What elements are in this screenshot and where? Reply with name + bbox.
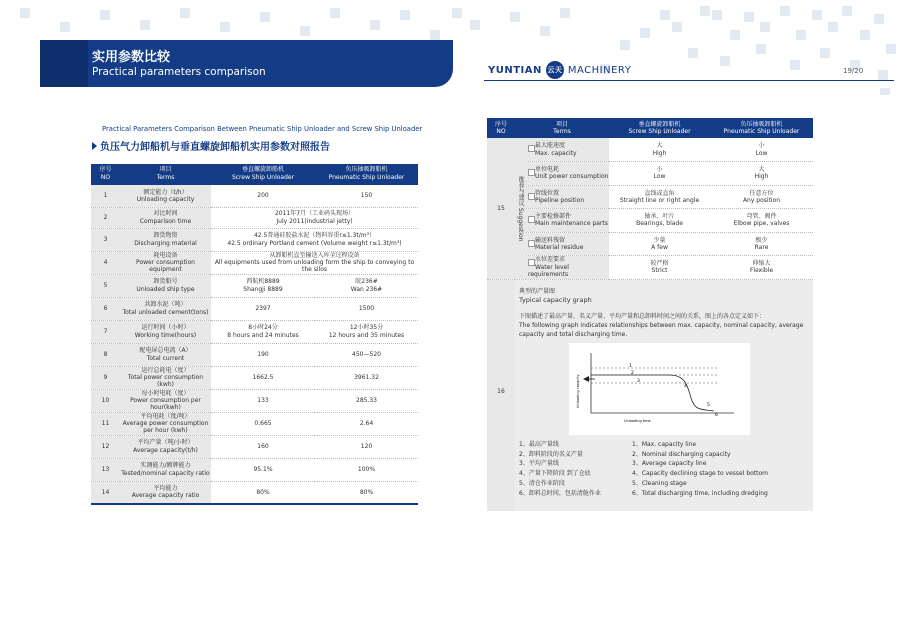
table-row [91,228,418,251]
svg-text:3: 3 [637,379,640,384]
checkbox-icon [528,193,535,200]
legend-en [632,440,768,498]
svg-text:6: 6 [715,413,718,418]
col-screw: 垂直螺旋卸船机 Screw Ship Unloader [609,118,710,138]
table-row [91,389,418,412]
row-term: 运行总耗电（度） Total power consumption (kwh) [120,366,211,389]
row-pneu-value: 80% [315,481,418,504]
svg-text:1: 1 [629,364,632,369]
row-no: 4 [91,251,120,274]
graph-heading-en: Typical capacity graph [519,296,592,304]
row-merged-value: 从卸船机直至输送入库全过程设备 All equipments used from unloading form the ship to conveying to the silos [211,251,418,274]
table-row [91,207,418,228]
page-title-en: Practical parameters comparison [92,66,266,78]
row-no: 7 [91,320,120,343]
comparison-table [91,164,418,505]
table-row [487,256,813,280]
row-term: 平均电耗（度/吨） Average power consumption per hour (kwh) [120,412,211,435]
row-term: 实测能力/额牌能力 Tested/nominal capacity ratio [120,458,211,481]
row-pneu-value: 285.33 [315,389,418,412]
row-term: 运行时间（小时） Working time(hours) [120,320,211,343]
capacity-graph [569,343,750,435]
row-term: 卸货船号 Unloaded ship type [120,274,211,297]
row-screw-value: 160 [211,435,315,458]
row-no: 9 [91,366,120,389]
legend-item: 5、Cleaning stage [632,479,687,487]
section-16-number: 16 [487,280,515,511]
row-term: 配电屏总电流（A） Total current [120,343,211,366]
legend-item: 1、最高产量线 [519,441,559,448]
row-screw-value: 200 [211,184,315,207]
brand-suffix: MACHINERY [567,65,632,76]
section-15-number: 15 [487,138,515,279]
subtitle-cn: 负压气力卸船机与垂直螺旋卸船机实用参数对照报告 [92,138,330,153]
table-row [91,251,418,274]
table-row [91,412,418,435]
row-pneu-value: 1500 [315,297,418,320]
row-pneu-value: 150 [315,184,418,207]
legend-item: 1、Max. capacity line [632,441,697,448]
row-pneu-value: 12小时35分 12 hours and 35 minutes [315,320,418,343]
svg-text:2: 2 [631,371,634,376]
row-term: 共卸水泥（吨） Total unloaded cement(tons) [120,297,211,320]
row-screw-value: 1662.5 [211,366,315,389]
table-row [487,138,813,162]
row-pneu-value: 大 High [710,162,813,186]
page-number: 19/20 [843,67,864,75]
row-pneu-value: 450—520 [315,343,418,366]
row-no: 8 [91,343,120,366]
brand [488,61,631,79]
legend-item: 6、Total discharging time, including dredging [632,489,768,497]
brand-logo-icon: 云天 [546,61,564,79]
col-terms: 项目 Terms [120,164,211,184]
row-term: 对比时间 Comparison time [120,207,211,228]
row-pneu-value: 120 [315,435,418,458]
table-row [487,232,813,256]
row-no: 5 [91,274,120,297]
table-row [487,185,813,209]
row-screw-value: 轴承、叶片 Bearings, blade [609,209,710,233]
row-pneu-value: 2.64 [315,412,418,435]
title-band [40,40,453,87]
col-no: 序号 NO [487,118,515,138]
row-term: 耗电设备 Power consumption equipment [120,251,211,274]
legend-cn [519,440,601,498]
svg-text:4: 4 [684,384,687,389]
checkbox-icon [528,259,535,266]
checkbox-icon [528,169,535,176]
arrow-icon [92,142,97,150]
header-rule [484,80,894,81]
table-row [91,366,418,389]
col-pneu: 负压抽吸卸船机 Pneumatic Ship Unloader [710,118,813,138]
row-screw-value: 133 [211,389,315,412]
table-row [91,435,418,458]
section-15-label: 推荐与建议 Suggestion [515,138,526,279]
row-pneu-value: 小 Low [710,138,813,162]
suggestion-table [487,118,813,280]
row-term: 卸货物资 Discharging material [120,228,211,251]
table-row [91,458,418,481]
checkbox-icon [528,216,535,223]
graph-desc-en: The following graph indicates relationships between max. capacity, nominal capacity, average capacity and total discharging time. [519,322,804,338]
legend-item: 5、清仓作业阶段 [519,479,565,487]
row-no: 1 [91,184,120,207]
row-screw-value: 直线或直角 Straight line or right angle [609,185,710,209]
legend-item: 3、平均产量线 [519,460,559,468]
col-terms: 项目 Terms [515,118,609,138]
row-pneu-value: 任意方位 Any position [710,185,813,209]
row-screw-value: 0.665 [211,412,315,435]
brand-name: YUNTIAN [488,65,542,76]
page-title-cn: 实用参数比较 [92,50,171,65]
row-merged-value: 2011年7月（工业码头现场） July 2011(industrial jetty) [211,207,418,228]
legend-item: 3、Average capacity line [632,460,707,468]
row-term: 平均产量（吨/小时） Average capacity(t/h) [120,435,211,458]
col-pneu: 负压抽吸卸船机 Pneumatic Ship Unloader [315,164,418,184]
table-row [91,481,418,504]
row-term: 水位差要求 Water level requirements [526,256,609,280]
col-no: 序号 NO [91,164,120,184]
row-term: 每小时电耗（度） Power consumption per hour(kwh) [120,389,211,412]
checkbox-icon [528,240,535,247]
svg-text:5: 5 [707,403,710,408]
table-row [91,343,418,366]
table-row [487,209,813,233]
graph-heading-cn: 典型的产量图 [519,288,556,295]
table-row [91,297,418,320]
row-pneu-value: 3961.32 [315,366,418,389]
legend-item: 4、产量下降阶段 到了仓底 [519,470,591,478]
table-row [487,162,813,186]
table-row [91,320,418,343]
row-term: 最大能速度 Max. capacity [526,138,609,162]
row-screw-value: 2397 [211,297,315,320]
row-term: 平均能力 Average capacity ratio [120,481,211,504]
row-term: 单位电耗 Unit power consumption [526,162,609,186]
legend-item: 2、Nominal discharging capacity [632,450,731,458]
row-pneu-value: 伸缩大 Flexible [710,256,813,280]
row-no: 3 [91,228,120,251]
row-term: 额定能力（t/h） Unloading capacity [120,184,211,207]
row-pneu-value: 极少 Rare [710,232,813,256]
table-row [91,274,418,297]
row-term: 管线位置 Pipeline position [526,185,609,209]
row-screw-value: 95.1% [211,458,315,481]
row-screw-value: 小 Low [609,162,710,186]
row-screw-value: 较严格 Strict [609,256,710,280]
row-no: 11 [91,412,120,435]
subtitle-en: Practical Parameters Comparison Between Pneumatic Ship Unloader and Screw Ship Unloader [102,125,423,133]
table-row [91,184,418,207]
row-screw-value: 80% [211,481,315,504]
row-pneu-value: 皖236# Wan 236# [315,274,418,297]
row-no: 2 [91,207,120,228]
row-no: 6 [91,297,120,320]
graph-ylabel: Unloading capacity [576,374,580,408]
row-pneu-value: 100% [315,458,418,481]
checkbox-icon [528,145,535,152]
row-term: 输送料残留 Material residue [526,232,609,256]
graph-xlabel: Unloading time [624,419,651,423]
legend-item: 4、Capacity declining stage to vessel bottom [632,470,769,478]
row-no: 13 [91,458,120,481]
row-screw-value: 西航机8889 Shangji 8889 [211,274,315,297]
row-no: 10 [91,389,120,412]
col-screw: 垂直螺旋卸船机 Screw Ship Unloader [211,164,315,184]
section-16 [487,280,813,511]
legend-item: 2、卸料阶段的名义产量 [519,450,583,458]
row-screw-value: 190 [211,343,315,366]
row-pneu-value: 弯管、阀件 Elbow pipe, valves [710,209,813,233]
row-screw-value: 少量 A few [609,232,710,256]
row-term: 主要检修部件 Main maintenance parts [526,209,609,233]
row-screw-value: 8小时24分 8 hours and 24 minutes [211,320,315,343]
row-no: 12 [91,435,120,458]
row-screw-value: 大 High [609,138,710,162]
legend-item: 6、卸料总时间，包括清舱作业 [519,489,601,497]
row-merged-value: 42.5普通硅胶盐水泥（物料容重r≤1.3t/m³） 42.5 ordinary Portland cement (Volume weight r≤1.3t/m³) [211,228,418,251]
graph-desc-cn: 下图描述了最高产量、名义产量、平均产量和总卸料时间之间的关系，图上的各点定义如下： [519,313,766,320]
row-no: 14 [91,481,120,504]
title-accent [40,40,88,87]
